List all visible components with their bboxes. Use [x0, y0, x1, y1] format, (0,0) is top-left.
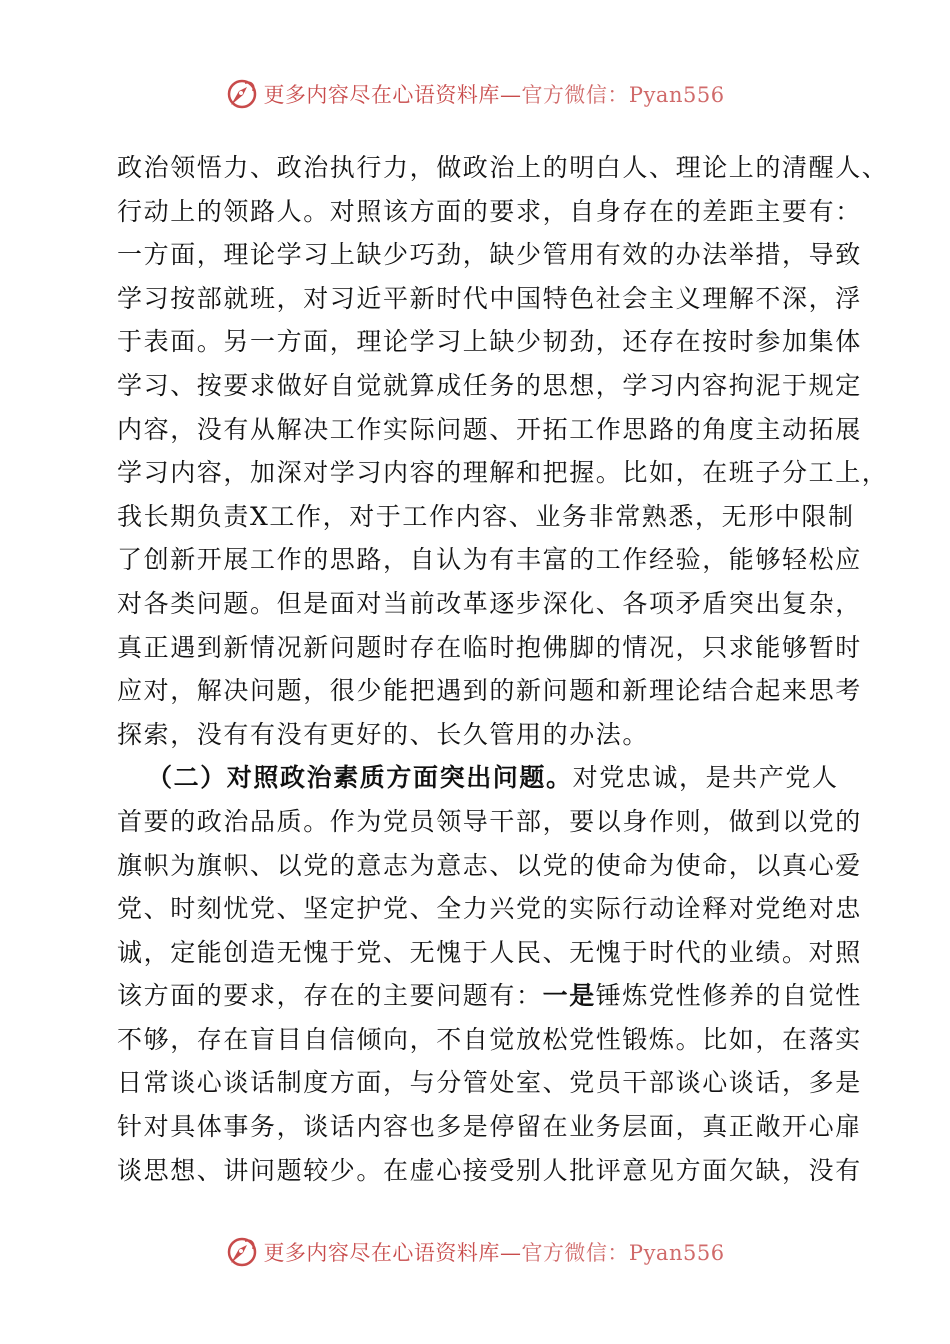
paragraph-line: 行动上的领路人。对照该方面的要求，自身存在的差距主要有：: [117, 196, 862, 226]
paragraph-line: 针对具体事务，谈话内容也多是停留在业务层面，真正敞开心扉: [117, 1112, 862, 1142]
paragraph-line: 了创新开展工作的思路，自认为有丰富的工作经验，能够轻松应: [117, 545, 862, 575]
paragraph-line: 学习按部就班，对习近平新时代中国特色社会主义理解不深，浮: [117, 283, 862, 313]
pen-nib-logo-icon: [225, 77, 259, 111]
paragraph-line: 政治领悟力、政治执行力，做政治上的明白人、理论上的清醒人、: [117, 153, 889, 182]
paragraph-line: 真正遇到新情况新问题时存在临时抱佛脚的情况，只求能够暂时: [117, 632, 862, 662]
paragraph-line: 探索，没有有没有更好的、长久管用的办法。: [117, 719, 650, 749]
paragraph-line: 对各类问题。但是面对当前改革逐步深化、各项矛盾突出复杂，: [117, 588, 862, 618]
paragraph-line: 内容，没有从解决工作实际问题、开拓工作思路的角度主动拓展: [117, 414, 862, 444]
document-body: [117, 146, 889, 1192]
paragraph-line: 党、时刻忧党、坚定护党、全力兴党的实际行动诠释对党绝对忠: [117, 894, 862, 924]
footer-banner: [0, 1232, 950, 1272]
section-heading-rest: 对党忠诚，是共产党人: [572, 763, 839, 793]
section-heading: （二）对照政治素质方面突出问题。: [147, 763, 573, 793]
paragraph-line: 诚，定能创造无愧于党、无愧于人民、无愧于时代的业绩。对照: [117, 937, 862, 967]
paragraph-line: 一方面，理论学习上缺少巧劲，缺少管用有效的办法举措，导致: [117, 240, 862, 270]
point-marker: 一是: [542, 981, 596, 1011]
header-banner: [0, 74, 950, 114]
paragraph-line: 应对，解决问题，很少能把遇到的新问题和新理论结合起来思考: [117, 676, 862, 706]
paragraph-line: 于表面。另一方面，理论学习上缺少韧劲，还存在按时参加集体: [117, 327, 862, 357]
paragraph-line: 不够，存在盲目自信倾向，不自觉放松党性锻炼。比如，在落实: [117, 1024, 862, 1054]
paragraph-line: 学习、按要求做好自觉就算成任务的思想，学习内容拘泥于规定: [117, 370, 862, 400]
paragraph-line: 我长期负责X工作，对于工作内容、业务非常熟悉，无形中限制: [117, 501, 855, 531]
paragraph-line: 首要的政治品质。作为党员领导干部，要以身作则，做到以党的: [117, 806, 862, 836]
paragraph-line: 学习内容，加深对学习内容的理解和把握。比如，在班子分工上，: [117, 458, 889, 488]
banner-text: 更多内容尽在心语资料库—官方微信：Pyan556: [263, 1241, 725, 1265]
paragraph-line: 该方面的要求，存在的主要问题有：一是锤炼党性修养的自觉性: [117, 981, 862, 1011]
banner-text: 更多内容尽在心语资料库—官方微信：Pyan556: [263, 83, 725, 107]
paragraph-line: 谈思想、讲问题较少。在虚心接受别人批评意见方面欠缺，没有: [117, 1155, 862, 1185]
paragraph-line: 旗帜为旗帜、以党的意志为意志、以党的使命为使命，以真心爱: [117, 850, 862, 880]
section-heading-line: [117, 756, 857, 800]
pen-nib-logo-icon: [225, 1235, 259, 1269]
paragraph-line: 日常谈心谈话制度方面，与分管处室、党员干部谈心谈话，多是: [117, 1068, 862, 1098]
